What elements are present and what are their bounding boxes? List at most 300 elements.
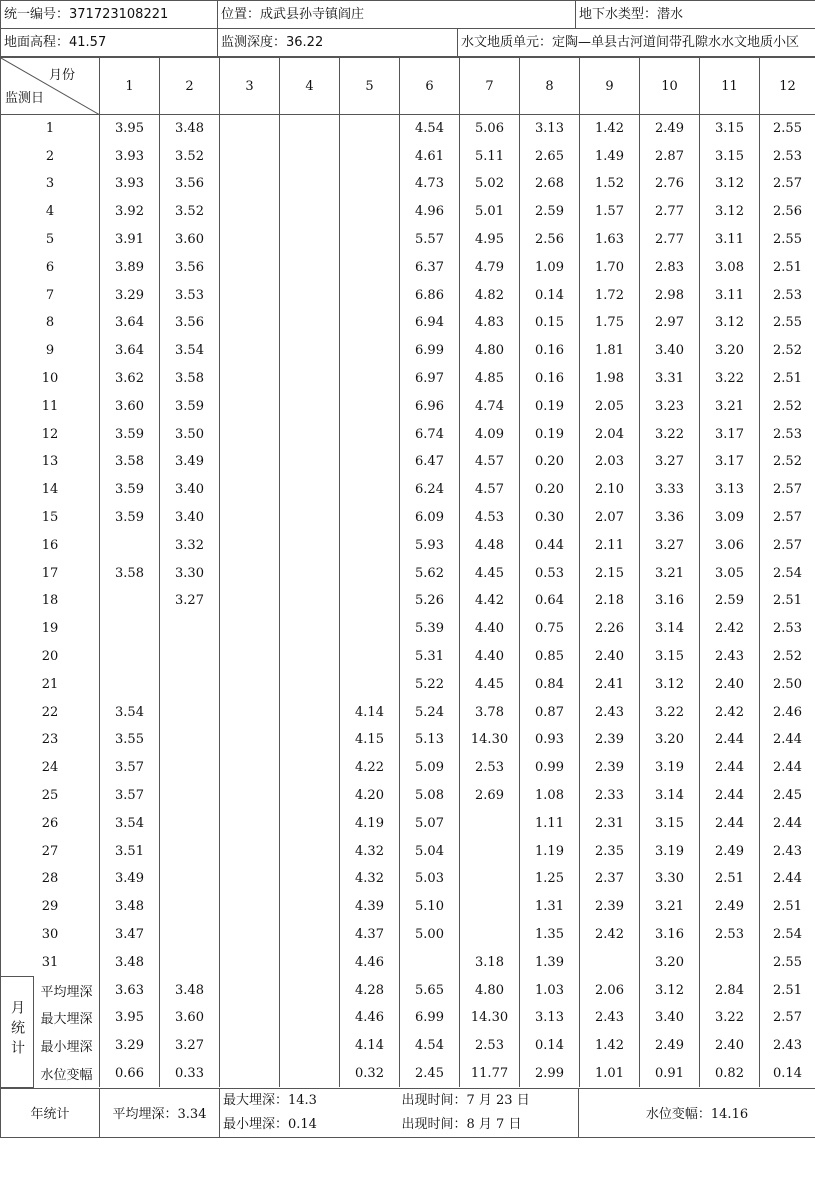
depth-cell: 3.57 <box>100 754 160 782</box>
depth-cell <box>220 281 280 309</box>
stats-cell: 0.14 <box>520 1032 580 1060</box>
depth-cell: 3.19 <box>640 837 700 865</box>
depth-cell: 3.54 <box>100 698 160 726</box>
depth-cell: 3.57 <box>100 782 160 810</box>
depth-cell: 2.55 <box>760 115 815 143</box>
depth-cell <box>280 948 340 976</box>
depth-cell <box>220 615 280 643</box>
depth-cell: 3.40 <box>640 337 700 365</box>
depth-cell: 2.44 <box>700 809 760 837</box>
depth-cell: 3.48 <box>160 115 220 143</box>
depth-cell: 2.42 <box>700 698 760 726</box>
depth-cell: 2.44 <box>760 865 815 893</box>
depth-cell: 2.40 <box>580 643 640 671</box>
depth-cell <box>220 698 280 726</box>
month-header: 5 <box>340 58 400 115</box>
day-label: 31 <box>1 948 100 976</box>
depth-cell: 5.00 <box>400 921 460 949</box>
depth-cell <box>280 365 340 393</box>
depth-cell: 2.52 <box>760 448 815 476</box>
yearly-max-time: 出现时间：7 月 23 日 <box>401 1092 530 1108</box>
depth-cell: 2.53 <box>760 420 815 448</box>
depth-cell: 3.58 <box>100 559 160 587</box>
depth-cell <box>340 392 400 420</box>
depth-cell <box>100 587 160 615</box>
stats-cell: 1.03 <box>520 976 580 1004</box>
depth-cell <box>220 198 280 226</box>
depth-cell: 2.57 <box>760 170 815 198</box>
header-row-2 <box>0 29 815 57</box>
stats-cell: 2.49 <box>640 1032 700 1060</box>
yearly-range: 水位变幅：14.16 <box>579 1088 815 1137</box>
depth-cell <box>340 504 400 532</box>
depth-cell <box>280 587 340 615</box>
depth-cell: 4.45 <box>460 670 520 698</box>
depth-cell <box>340 448 400 476</box>
depth-cell <box>280 448 340 476</box>
depth-cell <box>340 420 400 448</box>
depth-cell: 2.59 <box>520 198 580 226</box>
table-row <box>1 670 815 698</box>
depth-cell: 3.54 <box>100 809 160 837</box>
depth-cell: 2.69 <box>460 782 520 810</box>
depth-cell: 4.32 <box>340 837 400 865</box>
depth-cell <box>340 142 400 170</box>
day-label: 14 <box>1 476 100 504</box>
stats-cell: 5.65 <box>400 976 460 1004</box>
stats-cell: 4.80 <box>460 976 520 1004</box>
depth-cell: 3.09 <box>700 504 760 532</box>
depth-cell <box>100 615 160 643</box>
depth-cell <box>340 559 400 587</box>
depth-cell: 0.75 <box>520 615 580 643</box>
table-row <box>1 837 815 865</box>
depth-cell: 2.51 <box>700 865 760 893</box>
depth-cell: 5.13 <box>400 726 460 754</box>
stats-cell: 1.01 <box>580 1060 640 1088</box>
depth-cell: 2.98 <box>640 281 700 309</box>
depth-cell: 4.74 <box>460 392 520 420</box>
depth-cell <box>340 643 400 671</box>
month-header: 1 <box>100 58 160 115</box>
depth-cell: 3.17 <box>700 420 760 448</box>
stats-cell: 4.28 <box>340 976 400 1004</box>
depth-cell: 2.43 <box>700 643 760 671</box>
depth-cell <box>280 559 340 587</box>
depth-cell <box>280 531 340 559</box>
depth-cell: 3.40 <box>160 476 220 504</box>
depth-cell: 3.54 <box>160 337 220 365</box>
depth-cell: 3.12 <box>700 170 760 198</box>
depth-cell: 14.30 <box>460 726 520 754</box>
depth-cell <box>340 476 400 504</box>
depth-cell <box>280 504 340 532</box>
depth-cell: 2.45 <box>760 782 815 810</box>
depth-cell: 1.70 <box>580 253 640 281</box>
depth-cell <box>160 670 220 698</box>
water-type: 地下水类型：潜水 <box>576 1 815 29</box>
table-row <box>1 337 815 365</box>
depth-cell: 2.44 <box>700 754 760 782</box>
depth-cell: 3.22 <box>640 698 700 726</box>
depth-cell: 3.48 <box>100 948 160 976</box>
table-row <box>1 309 815 337</box>
depth-cell: 3.08 <box>700 253 760 281</box>
depth-cell: 2.41 <box>580 670 640 698</box>
depth-cell: 0.20 <box>520 476 580 504</box>
depth-cell <box>100 670 160 698</box>
depth-cell <box>220 948 280 976</box>
stats-cell: 2.06 <box>580 976 640 1004</box>
depth-cell <box>340 365 400 393</box>
table-row <box>1 809 815 837</box>
depth-cell: 5.10 <box>400 893 460 921</box>
monthly-stats-label: 月统计 <box>9 999 25 1060</box>
depth-cell: 3.22 <box>700 365 760 393</box>
depth-cell: 2.04 <box>580 420 640 448</box>
depth-cell: 5.04 <box>400 837 460 865</box>
stats-cell: 2.84 <box>700 976 760 1004</box>
stats-cell: 11.77 <box>460 1060 520 1088</box>
day-label: 24 <box>1 754 100 782</box>
depth-cell: 0.19 <box>520 420 580 448</box>
depth-cell: 2.39 <box>580 726 640 754</box>
depth-cell <box>220 782 280 810</box>
depth-cell: 4.83 <box>460 309 520 337</box>
depth-cell: 2.53 <box>760 615 815 643</box>
depth-cell: 3.20 <box>640 726 700 754</box>
depth-cell: 1.08 <box>520 782 580 810</box>
depth-cell: 4.42 <box>460 587 520 615</box>
depth-cell: 6.94 <box>400 309 460 337</box>
stats-label: 平均埋深 <box>34 976 100 1004</box>
day-label: 15 <box>1 504 100 532</box>
depth-cell: 0.87 <box>520 698 580 726</box>
depth-cell: 4.09 <box>460 420 520 448</box>
depth-cell <box>280 782 340 810</box>
depth-cell <box>220 337 280 365</box>
stats-label: 最小埋深 <box>34 1032 100 1060</box>
depth-cell: 4.45 <box>460 559 520 587</box>
table-row <box>1 504 815 532</box>
stats-cell <box>220 1004 280 1032</box>
stats-cell: 2.51 <box>760 976 815 1004</box>
depth-cell: 2.52 <box>760 643 815 671</box>
month-header: 11 <box>700 58 760 115</box>
depth-cell: 6.99 <box>400 337 460 365</box>
stats-label: 最大埋深 <box>34 1004 100 1032</box>
depth-cell: 2.77 <box>640 198 700 226</box>
depth-cell: 4.19 <box>340 809 400 837</box>
depth-cell <box>340 198 400 226</box>
depth-cell: 2.97 <box>640 309 700 337</box>
depth-cell <box>280 698 340 726</box>
stats-cell: 6.99 <box>400 1004 460 1032</box>
stats-cell <box>280 1032 340 1060</box>
depth-cell: 6.47 <box>400 448 460 476</box>
depth-cell <box>280 115 340 143</box>
depth-cell: 2.56 <box>520 226 580 254</box>
depth-cell: 3.29 <box>100 281 160 309</box>
stats-row <box>1 1032 815 1060</box>
depth-cell <box>280 420 340 448</box>
table-row <box>1 420 815 448</box>
stats-cell <box>280 1004 340 1032</box>
depth-cell <box>280 893 340 921</box>
table-row <box>1 253 815 281</box>
depth-cell: 4.46 <box>340 948 400 976</box>
stats-row <box>1 1060 815 1088</box>
depth-cell <box>280 921 340 949</box>
depth-cell <box>160 754 220 782</box>
day-label: 22 <box>1 698 100 726</box>
day-label: 28 <box>1 865 100 893</box>
month-header: 3 <box>220 58 280 115</box>
stats-cell: 3.12 <box>640 976 700 1004</box>
depth-cell: 3.60 <box>160 226 220 254</box>
depth-cell: 4.40 <box>460 615 520 643</box>
day-label: 12 <box>1 420 100 448</box>
depth-cell: 1.39 <box>520 948 580 976</box>
depth-cell <box>220 587 280 615</box>
depth-cell: 2.53 <box>760 281 815 309</box>
depth-cell: 3.36 <box>640 504 700 532</box>
month-header: 7 <box>460 58 520 115</box>
depth-cell: 0.93 <box>520 726 580 754</box>
depth-cell <box>280 670 340 698</box>
day-label: 18 <box>1 587 100 615</box>
depth-cell: 4.40 <box>460 643 520 671</box>
stats-cell: 2.57 <box>760 1004 815 1032</box>
depth-cell <box>160 837 220 865</box>
stats-cell: 0.91 <box>640 1060 700 1088</box>
depth-cell <box>160 782 220 810</box>
depth-cell: 1.49 <box>580 142 640 170</box>
month-header: 12 <box>760 58 815 115</box>
depth-cell: 1.42 <box>580 115 640 143</box>
depth-cell <box>220 226 280 254</box>
depth-cell: 3.52 <box>160 198 220 226</box>
yearly-label: 年统计 <box>1 1088 100 1137</box>
depth-cell <box>220 865 280 893</box>
depth-cell <box>160 643 220 671</box>
yearly-average: 平均埋深：3.34 <box>100 1088 220 1137</box>
stats-cell: 2.40 <box>700 1032 760 1060</box>
depth-cell <box>220 420 280 448</box>
depth-cell: 3.06 <box>700 531 760 559</box>
day-label: 23 <box>1 726 100 754</box>
depth-cell: 5.06 <box>460 115 520 143</box>
depth-cell: 5.22 <box>400 670 460 698</box>
depth-cell: 3.21 <box>700 392 760 420</box>
depth-cell: 3.20 <box>700 337 760 365</box>
depth-cell: 1.52 <box>580 170 640 198</box>
depth-cell: 3.16 <box>640 587 700 615</box>
depth-cell: 2.59 <box>700 587 760 615</box>
depth-cell: 3.56 <box>160 170 220 198</box>
depth-cell: 3.30 <box>640 865 700 893</box>
depth-cell <box>280 837 340 865</box>
day-label: 9 <box>1 337 100 365</box>
depth-cell <box>160 865 220 893</box>
depth-cell: 2.18 <box>580 587 640 615</box>
depth-cell: 5.93 <box>400 531 460 559</box>
depth-cell: 2.57 <box>760 531 815 559</box>
stats-cell: 2.99 <box>520 1060 580 1088</box>
depth-cell: 0.84 <box>520 670 580 698</box>
depth-cell <box>340 226 400 254</box>
day-label: 4 <box>1 198 100 226</box>
stats-cell: 3.60 <box>160 1004 220 1032</box>
corner-header <box>1 58 100 115</box>
depth-cell: 3.49 <box>160 448 220 476</box>
depth-cell: 2.43 <box>760 837 815 865</box>
depth-cell: 3.53 <box>160 281 220 309</box>
depth-cell <box>220 476 280 504</box>
day-label: 21 <box>1 670 100 698</box>
depth-cell: 3.40 <box>160 504 220 532</box>
depth-cell: 3.58 <box>100 448 160 476</box>
day-label: 16 <box>1 531 100 559</box>
depth-cell: 3.15 <box>640 643 700 671</box>
depth-cell: 3.21 <box>640 559 700 587</box>
depth-cell: 2.53 <box>460 754 520 782</box>
depth-cell: 3.56 <box>160 309 220 337</box>
depth-cell: 3.14 <box>640 782 700 810</box>
header-row-1 <box>0 0 815 29</box>
depth-cell <box>280 309 340 337</box>
month-header: 6 <box>400 58 460 115</box>
day-label: 6 <box>1 253 100 281</box>
depth-cell <box>340 253 400 281</box>
table-row <box>1 170 815 198</box>
depth-cell: 2.55 <box>760 226 815 254</box>
depth-cell: 5.07 <box>400 809 460 837</box>
stats-cell <box>220 1060 280 1088</box>
depth-cell: 2.15 <box>580 559 640 587</box>
depth-cell: 4.85 <box>460 365 520 393</box>
depth-cell <box>400 948 460 976</box>
depth-cell: 3.23 <box>640 392 700 420</box>
day-label: 1 <box>1 115 100 143</box>
table-row <box>1 726 815 754</box>
depth-cell: 0.99 <box>520 754 580 782</box>
day-label: 5 <box>1 226 100 254</box>
depth-cell <box>220 392 280 420</box>
depth-cell: 0.44 <box>520 531 580 559</box>
depth-cell <box>280 643 340 671</box>
depth-cell: 2.46 <box>760 698 815 726</box>
depth-cell: 3.52 <box>160 142 220 170</box>
depth-cell <box>340 281 400 309</box>
depth-cell <box>280 198 340 226</box>
depth-cell <box>340 115 400 143</box>
depth-cell: 3.11 <box>700 226 760 254</box>
depth-cell: 6.96 <box>400 392 460 420</box>
stats-cell: 3.13 <box>520 1004 580 1032</box>
depth-cell: 4.96 <box>400 198 460 226</box>
depth-cell: 3.21 <box>640 893 700 921</box>
depth-cell: 0.53 <box>520 559 580 587</box>
depth-cell: 5.39 <box>400 615 460 643</box>
depth-cell <box>280 281 340 309</box>
location: 位置：成武县孙寺镇阎庄 <box>218 1 576 29</box>
table-row <box>1 921 815 949</box>
month-header: 8 <box>520 58 580 115</box>
depth-cell: 4.80 <box>460 337 520 365</box>
depth-cell: 3.89 <box>100 253 160 281</box>
table-row <box>1 559 815 587</box>
table-row <box>1 476 815 504</box>
depth-cell: 2.49 <box>640 115 700 143</box>
depth-cell: 2.37 <box>580 865 640 893</box>
depth-cell <box>220 531 280 559</box>
depth-cell: 3.59 <box>100 504 160 532</box>
depth-cell: 2.51 <box>760 587 815 615</box>
depth-cell <box>280 226 340 254</box>
depth-cell: 2.53 <box>700 921 760 949</box>
depth-cell <box>280 615 340 643</box>
depth-cell: 3.62 <box>100 365 160 393</box>
table-row <box>1 448 815 476</box>
stats-cell: 0.32 <box>340 1060 400 1088</box>
stats-cell: 3.27 <box>160 1032 220 1060</box>
depth-cell: 3.11 <box>700 281 760 309</box>
depth-cell: 3.58 <box>160 365 220 393</box>
depth-cell: 2.87 <box>640 142 700 170</box>
depth-cell: 3.17 <box>700 448 760 476</box>
stats-cell: 0.14 <box>760 1060 815 1088</box>
depth-cell <box>280 142 340 170</box>
yearly-max: 最大埋深：14.3 <box>223 1092 317 1108</box>
depth-cell: 3.27 <box>640 448 700 476</box>
depth-cell: 3.56 <box>160 253 220 281</box>
day-label: 29 <box>1 893 100 921</box>
depth-cell: 3.64 <box>100 309 160 337</box>
depth-cell <box>280 337 340 365</box>
day-label: 13 <box>1 448 100 476</box>
depth-cell: 4.61 <box>400 142 460 170</box>
depth-cell: 2.11 <box>580 531 640 559</box>
depth-cell: 1.75 <box>580 309 640 337</box>
depth-cell: 3.92 <box>100 198 160 226</box>
depth-cell: 5.62 <box>400 559 460 587</box>
depth-cell: 3.19 <box>640 754 700 782</box>
day-label: 3 <box>1 170 100 198</box>
stats-row <box>1 1004 815 1032</box>
depth-cell: 2.07 <box>580 504 640 532</box>
depth-cell: 2.51 <box>760 253 815 281</box>
depth-cell: 3.22 <box>640 420 700 448</box>
table-row <box>1 365 815 393</box>
depth-cell: 0.15 <box>520 309 580 337</box>
depth-cell: 5.09 <box>400 754 460 782</box>
stats-cell: 4.54 <box>400 1032 460 1060</box>
stats-cell: 14.30 <box>460 1004 520 1032</box>
depth-cell: 2.44 <box>760 754 815 782</box>
depth-cell: 3.14 <box>640 615 700 643</box>
table-row <box>1 643 815 671</box>
depth-cell: 2.40 <box>700 670 760 698</box>
depth-cell <box>220 726 280 754</box>
depth-cell: 2.54 <box>760 921 815 949</box>
stats-cell <box>220 976 280 1004</box>
depth-cell <box>700 948 760 976</box>
depth-cell: 3.64 <box>100 337 160 365</box>
depth-cell: 4.32 <box>340 865 400 893</box>
depth-cell: 3.47 <box>100 921 160 949</box>
depth-cell: 3.13 <box>700 476 760 504</box>
